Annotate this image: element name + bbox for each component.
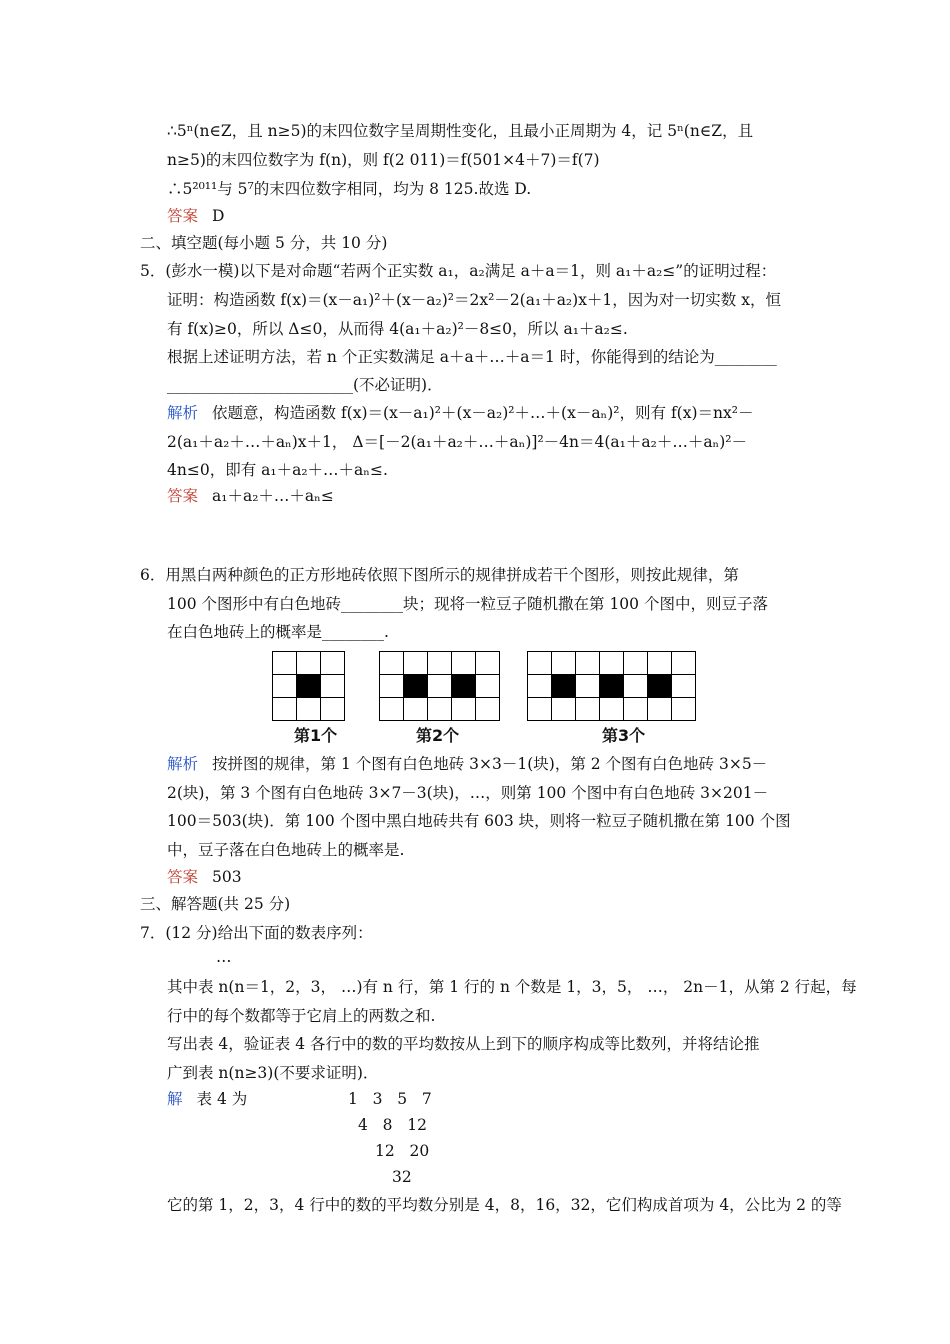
- analysis-label: 解析: [167, 404, 199, 422]
- table-row-1: 1 3 5 7: [348, 1090, 432, 1108]
- tile-pattern-figure: [272, 651, 702, 751]
- answer-text: a₁＋a₂＋…＋aₙ≤: [212, 487, 334, 505]
- text-line: 证明：构造函数 f(x)＝(x－a₁)²＋(x－a₂)²＝2x²－2(a₁＋a₂)x＋1，因为对一切实数 x，恒: [167, 291, 781, 309]
- table-row-2: 4 8 12: [358, 1116, 428, 1134]
- text-line: 根据上述证明方法，若 n 个正实数满足 a＋a＋…＋a＝1 时，你能得到的结论为________: [167, 348, 777, 366]
- tile-grid-3: [527, 651, 696, 721]
- text-line: 行中的每个数都等于它肩上的两数之和.: [167, 1007, 436, 1025]
- text-line: 它的第 1，2，3，4 行中的数的平均数分别是 4，8，16，32，它们构成首项为 4，公比为 2 的等: [167, 1196, 842, 1214]
- answer-label: 答案: [167, 487, 199, 505]
- text-line: 4n≤0，即有 a₁＋a₂＋…＋aₙ≤.: [167, 461, 388, 479]
- text-line: 2(a₁＋a₂＋…＋aₙ)x＋1， Δ＝[－2(a₁＋a₂＋…＋aₙ)]²－4n＝4(a₁＋a₂＋…＋aₙ)²－: [167, 433, 748, 451]
- analysis-line: [167, 401, 753, 425]
- text-line: 有 f(x)≥0，所以 Δ≤0，从而得 4(a₁＋a₂)²－8≤0，所以 a₁＋a₂≤.: [167, 320, 628, 338]
- answer-label: 答案: [167, 207, 199, 225]
- answer-text: 503: [212, 868, 242, 886]
- text-line: 中，豆子落在白色地砖上的概率是.: [167, 841, 405, 859]
- answer-line: [167, 484, 334, 508]
- solution-line: [167, 1087, 247, 1111]
- answer-line: [167, 204, 224, 228]
- table-row-3: 12 20: [375, 1142, 430, 1160]
- solution-text: 表 4 为: [196, 1090, 248, 1108]
- section-heading: 二、填空题(每小题 5 分，共 10 分): [140, 234, 388, 252]
- text-line: 2(块)，第 3 个图有白色地砖 3×7－3(块)，…，则第 100 个图中有白色地砖 3×201－: [167, 784, 769, 802]
- tile-grid-1: [272, 651, 345, 721]
- tile-grid-2: [379, 651, 500, 721]
- solution-label: 解: [167, 1090, 183, 1108]
- caption-1: 第1个: [294, 726, 338, 745]
- caption-3: 第3个: [602, 726, 646, 745]
- answer-text: D: [212, 207, 225, 225]
- text-line: ∴5ⁿ(n∈Z，且 n≥5)的末四位数字呈周期性变化，且最小正周期为 4，记 5ⁿ(n∈Z，且: [167, 122, 754, 140]
- ellipsis: …: [216, 948, 232, 966]
- caption-2: 第2个: [416, 726, 460, 745]
- text-line: 写出表 4，验证表 4 各行中的数的平均数按从上到下的顺序构成等比数列，并将结论推: [167, 1035, 760, 1053]
- text-line: 其中表 n(n＝1，2，3， …)有 n 行，第 1 行的 n 个数是 1，3，5， …， 2n－1，从第 2 行起，每: [167, 978, 857, 996]
- answer-line: [167, 865, 242, 889]
- text-line: 100 个图形中有白色地砖________块；现将一粒豆子随机撒在第 100 个图中，则豆子落: [167, 595, 768, 613]
- question-5: 5．(彭水一模)以下是对命题“若两个正实数 a₁，a₂满足 a＋a＝1，则 a₁＋a₂≤”的证明过程：: [140, 262, 777, 280]
- analysis-label: 解析: [167, 755, 199, 773]
- analysis-text: 依题意，构造函数 f(x)＝(x－a₁)²＋(x－a₂)²＋…＋(x－aₙ)²，则有 f(x)＝nx²－: [212, 404, 754, 422]
- text-line: ________________________(不必证明)．: [167, 376, 443, 394]
- text-line: ∴5²⁰¹¹与 5⁷的末四位数字相同，均为 8 125.故选 D.: [167, 180, 532, 198]
- question-6: 6．用黑白两种颜色的正方形地砖依照下图所示的规律拼成若干个图形，则按此规律，第: [140, 566, 739, 584]
- text-line: 100＝503(块)．第 100 个图中黑白地砖共有 603 块，则将一粒豆子随机撒在第 100 个图: [167, 812, 791, 830]
- analysis-text: 按拼图的规律，第 1 个图有白色地砖 3×3－1(块)，第 2 个图有白色地砖 3×5－: [212, 755, 768, 773]
- text-line: n≥5)的末四位数字为 f(n)，则 f(2 011)＝f(501×4＋7)＝f(7): [167, 151, 600, 169]
- analysis-line: [167, 752, 767, 776]
- question-7: 7．(12 分)给出下面的数表序列：: [140, 924, 373, 942]
- text-line: 广到表 n(n≥3)(不要求证明)．: [167, 1064, 379, 1082]
- text-line: 在白色地砖上的概率是________.: [167, 623, 389, 641]
- section-heading: 三、解答题(共 25 分): [140, 895, 291, 913]
- table-row-4: 32: [392, 1168, 412, 1186]
- answer-label: 答案: [167, 868, 199, 886]
